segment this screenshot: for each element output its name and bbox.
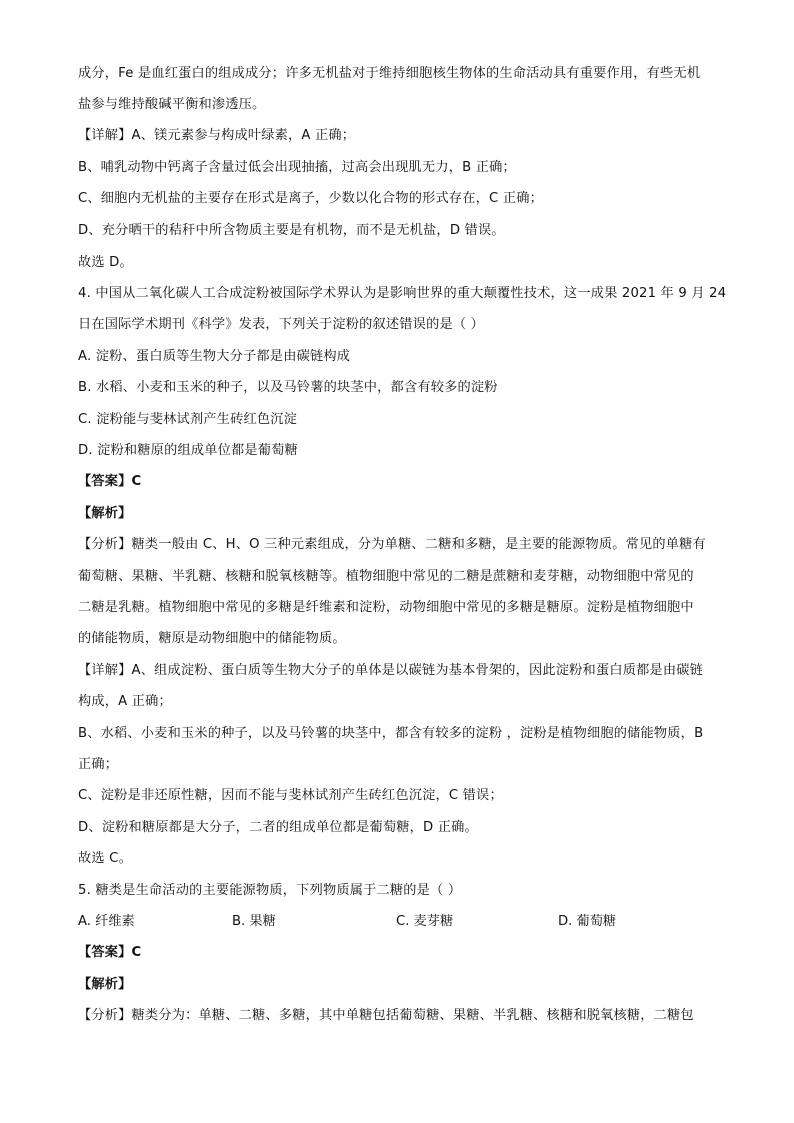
question-5-stem: 5. 糖类是生命活动的主要能源物质，下列物质属于二糖的是（ ） <box>78 883 462 898</box>
text-line: 故选 D。 <box>78 255 133 270</box>
text-line: 故选 C。 <box>78 851 132 866</box>
analysis-heading: 【解析】 <box>78 506 132 521</box>
question-5-options <box>78 911 728 933</box>
text-line: 正确； <box>78 757 119 772</box>
text-line: C、淀粉是非还原性糖，因而不能与斐林试剂产生砖红色沉淀，C 错误； <box>78 788 503 803</box>
question-4-option-b: B. 水稻、小麦和玉米的种子，以及马铃薯的块茎中，都含有较多的淀粉 <box>78 380 498 395</box>
text-line: 【详解】A、镁元素参与构成叶绿素，A 正确； <box>78 128 356 143</box>
question-5-option-a: A. 纤维素 <box>78 914 135 929</box>
text-line: B、水稻、小麦和玉米的种子，以及马铃薯的块茎中，都含有较多的淀粉 ，淀粉是植物细胞的储能物质，B <box>78 726 704 741</box>
text-line: 【分析】糖类一般由 C、H、O 三种元素组成，分为单糖、二糖和多糖，是主要的能源物质。常见的单糖有 <box>78 537 706 552</box>
text-line: 构成，A 正确； <box>78 694 172 709</box>
text-line: 葡萄糖、果糖、半乳糖、核糖和脱氧核糖等。植物细胞中常见的二糖是蔗糖和麦芽糖，动物细胞中常见的 <box>78 569 694 584</box>
answer-label: 【答案】C <box>78 945 142 960</box>
analysis-heading: 【解析】 <box>78 977 132 992</box>
question-4-option-c: C. 淀粉能与斐林试剂产生砖红色沉淀 <box>78 412 298 427</box>
text-line: 二糖是乳糖。植物细胞中常见的多糖是纤维素和淀粉，动物细胞中常见的多糖是糖原。淀粉是植物细胞中 <box>78 600 694 615</box>
question-5-option-d: D. 葡萄糖 <box>558 914 617 929</box>
question-4-option-d: D. 淀粉和糖原的组成单位都是葡萄糖 <box>78 443 298 458</box>
text-line: 【分析】糖类分为：单糖、二糖、多糖，其中单糖包括葡萄糖、果糖、半乳糖、核糖和脱氧核糖，二糖包 <box>78 1008 694 1023</box>
text-line: C、细胞内无机盐的主要存在形式是离子，少数以化合物的形式存在，C 正确； <box>78 191 543 206</box>
text-line: B、哺乳动物中钙离子含量过低会出现抽搐，过高会出现肌无力，B 正确； <box>78 160 516 175</box>
question-4-stem: 日在国际学术期刊《科学》发表，下列关于淀粉的叙述错误的是（ ） <box>78 317 485 332</box>
answer-label: 【答案】C <box>78 474 142 489</box>
text-line: 【详解】A、组成淀粉、蛋白质等生物大分子的单体是以碳链为基本骨架的，因此淀粉和蛋白质都是由碳链 <box>78 663 704 678</box>
text-line: 的储能物质，糖原是动物细胞中的储能物质。 <box>78 631 346 646</box>
question-4-option-a: A. 淀粉、蛋白质等生物大分子都是由碳链构成 <box>78 349 351 364</box>
text-line: D、充分晒干的秸秆中所含物质主要是有机物，而不是无机盐，D 错误。 <box>78 223 505 238</box>
text-line: 成分，Fe 是血红蛋白的组成成分；许多无机盐对于维持细胞核生物体的生命活动具有重要作用，有些无机 <box>78 66 701 81</box>
question-4-stem: 4. 中国从二氧化碳人工合成淀粉被国际学术界认为是影响世界的重大颠覆性技术，这一成果 2021 年 9 月 24 <box>78 286 727 301</box>
question-5-option-b: B. 果糖 <box>232 914 276 929</box>
question-5-option-c: C. 麦芽糖 <box>396 914 454 929</box>
text-line: 盐参与维持酸碱平衡和渗透压。 <box>78 97 266 112</box>
text-line: D、淀粉和糖原都是大分子，二者的组成单位都是葡萄糖，D 正确。 <box>78 820 478 835</box>
